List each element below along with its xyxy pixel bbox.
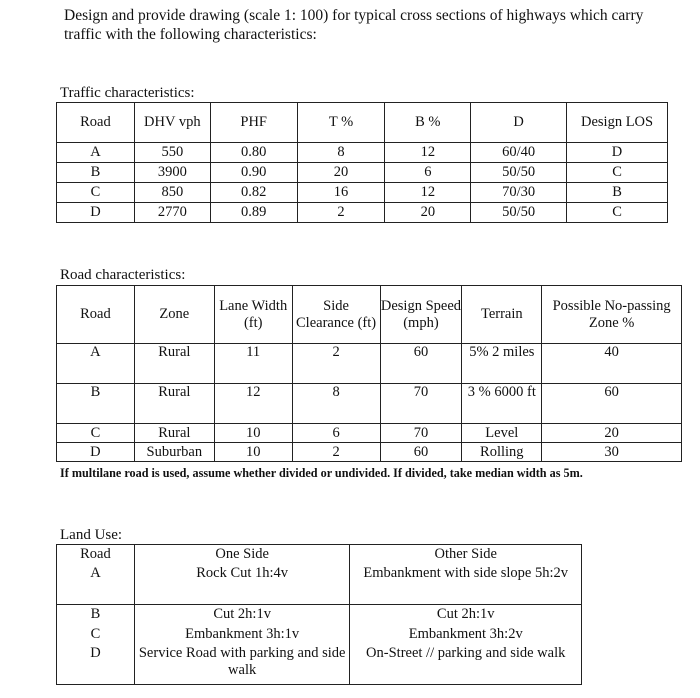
land-header-row [57,545,582,565]
land-col-one-side: One Side [134,545,350,565]
table-cell: D [57,645,135,685]
table-cell: B [57,384,135,424]
table-cell: 8 [292,384,380,424]
table-cell: 8 [297,143,385,163]
table-row [57,183,668,203]
table-cell: 850 [134,183,210,203]
table-cell: Cut 2h:1v [134,605,350,625]
table-cell: 40 [542,344,682,384]
table-cell: C [567,203,668,223]
table-cell: Suburban [134,443,214,462]
traffic-heading: Traffic characteristics: [60,85,195,101]
table-cell: Rolling [462,443,542,462]
table-row [57,344,682,384]
table-cell: Rural [134,424,214,443]
table-row [57,625,582,645]
traffic-col-truck: T % [297,103,385,143]
land-col-road: Road [57,545,135,565]
table-cell: 2 [292,443,380,462]
multilane-note: If multilane road is used, assume whether divided or undivided. If divided, take median width as 5m. [60,466,583,480]
traffic-header-row [57,103,668,143]
table-cell: 16 [297,183,385,203]
road-col-zone: Zone [134,286,214,344]
table-cell: C [57,183,135,203]
table-cell: 0.80 [210,143,297,163]
problem-statement: Design and provide drawing (scale 1: 100) for typical cross sections of highways which carry traffic with the following characteristics: [64,7,644,43]
table-cell: 70/30 [471,183,567,203]
table-cell: Embankment with side slope 5h:2v [350,565,582,605]
table-cell: 0.89 [210,203,297,223]
table-row [57,203,668,223]
table-cell: 70 [380,424,462,443]
table-cell: On-Street // parking and side walk [350,645,582,685]
table-cell: Embankment 3h:1v [134,625,350,645]
table-cell: 30 [542,443,682,462]
traffic-table [56,102,668,223]
traffic-col-direction: D [471,103,567,143]
table-cell: 2 [292,344,380,384]
table-cell: 11 [214,344,292,384]
road-col-no-passing: Possible No-passing Zone % [542,286,682,344]
table-cell: 2770 [134,203,210,223]
road-heading: Road characteristics: [60,267,186,283]
table-cell: B [57,605,135,625]
table-row [57,143,668,163]
table-cell: 5% 2 miles [462,344,542,384]
table-cell: 20 [297,163,385,183]
table-cell: B [57,163,135,183]
table-cell: 3 % 6000 ft [462,384,542,424]
table-cell: 50/50 [471,163,567,183]
table-cell: Rock Cut 1h:4v [134,565,350,605]
traffic-col-bus: B % [385,103,471,143]
traffic-col-road: Road [57,103,135,143]
traffic-col-dhv: DHV vph [134,103,210,143]
road-col-road: Road [57,286,135,344]
table-cell: 10 [214,424,292,443]
table-cell: D [57,203,135,223]
table-cell: 12 [385,183,471,203]
table-cell: 60/40 [471,143,567,163]
table-cell: C [567,163,668,183]
table-cell: 3900 [134,163,210,183]
table-cell: 60 [380,443,462,462]
road-table [56,285,682,462]
traffic-col-los: Design LOS [567,103,668,143]
table-cell: 6 [385,163,471,183]
table-cell: 12 [214,384,292,424]
table-cell: A [57,344,135,384]
table-cell: Rural [134,384,214,424]
table-cell: 60 [380,344,462,384]
table-cell: 20 [542,424,682,443]
table-cell: 2 [297,203,385,223]
table-cell: C [57,625,135,645]
road-header-row [57,286,682,344]
table-cell: Service Road with parking and side walk [134,645,350,685]
table-cell: 12 [385,143,471,163]
table-cell: Level [462,424,542,443]
table-row [57,443,682,462]
table-cell: 550 [134,143,210,163]
road-col-side-clearance: Side Clearance (ft) [292,286,380,344]
table-cell: B [567,183,668,203]
table-cell: 6 [292,424,380,443]
table-cell: Cut 2h:1v [350,605,582,625]
table-row [57,645,582,685]
table-cell: 70 [380,384,462,424]
table-cell: 50/50 [471,203,567,223]
land-use-table [56,544,582,685]
land-col-other-side: Other Side [350,545,582,565]
table-row [57,424,682,443]
traffic-col-phf: PHF [210,103,297,143]
table-cell: 60 [542,384,682,424]
table-cell: D [567,143,668,163]
table-row [57,163,668,183]
table-cell: 0.90 [210,163,297,183]
table-row [57,565,582,605]
table-row [57,384,682,424]
road-col-terrain: Terrain [462,286,542,344]
table-cell: C [57,424,135,443]
table-cell: 20 [385,203,471,223]
table-cell: Rural [134,344,214,384]
table-cell: 10 [214,443,292,462]
table-cell: A [57,565,135,605]
table-cell: 0.82 [210,183,297,203]
table-cell: A [57,143,135,163]
table-row [57,605,582,625]
land-heading: Land Use: [60,527,123,543]
road-col-design-speed: Design Speed (mph) [380,286,462,344]
table-cell: D [57,443,135,462]
table-cell: Embankment 3h:2v [350,625,582,645]
road-col-lane-width: Lane Width (ft) [214,286,292,344]
